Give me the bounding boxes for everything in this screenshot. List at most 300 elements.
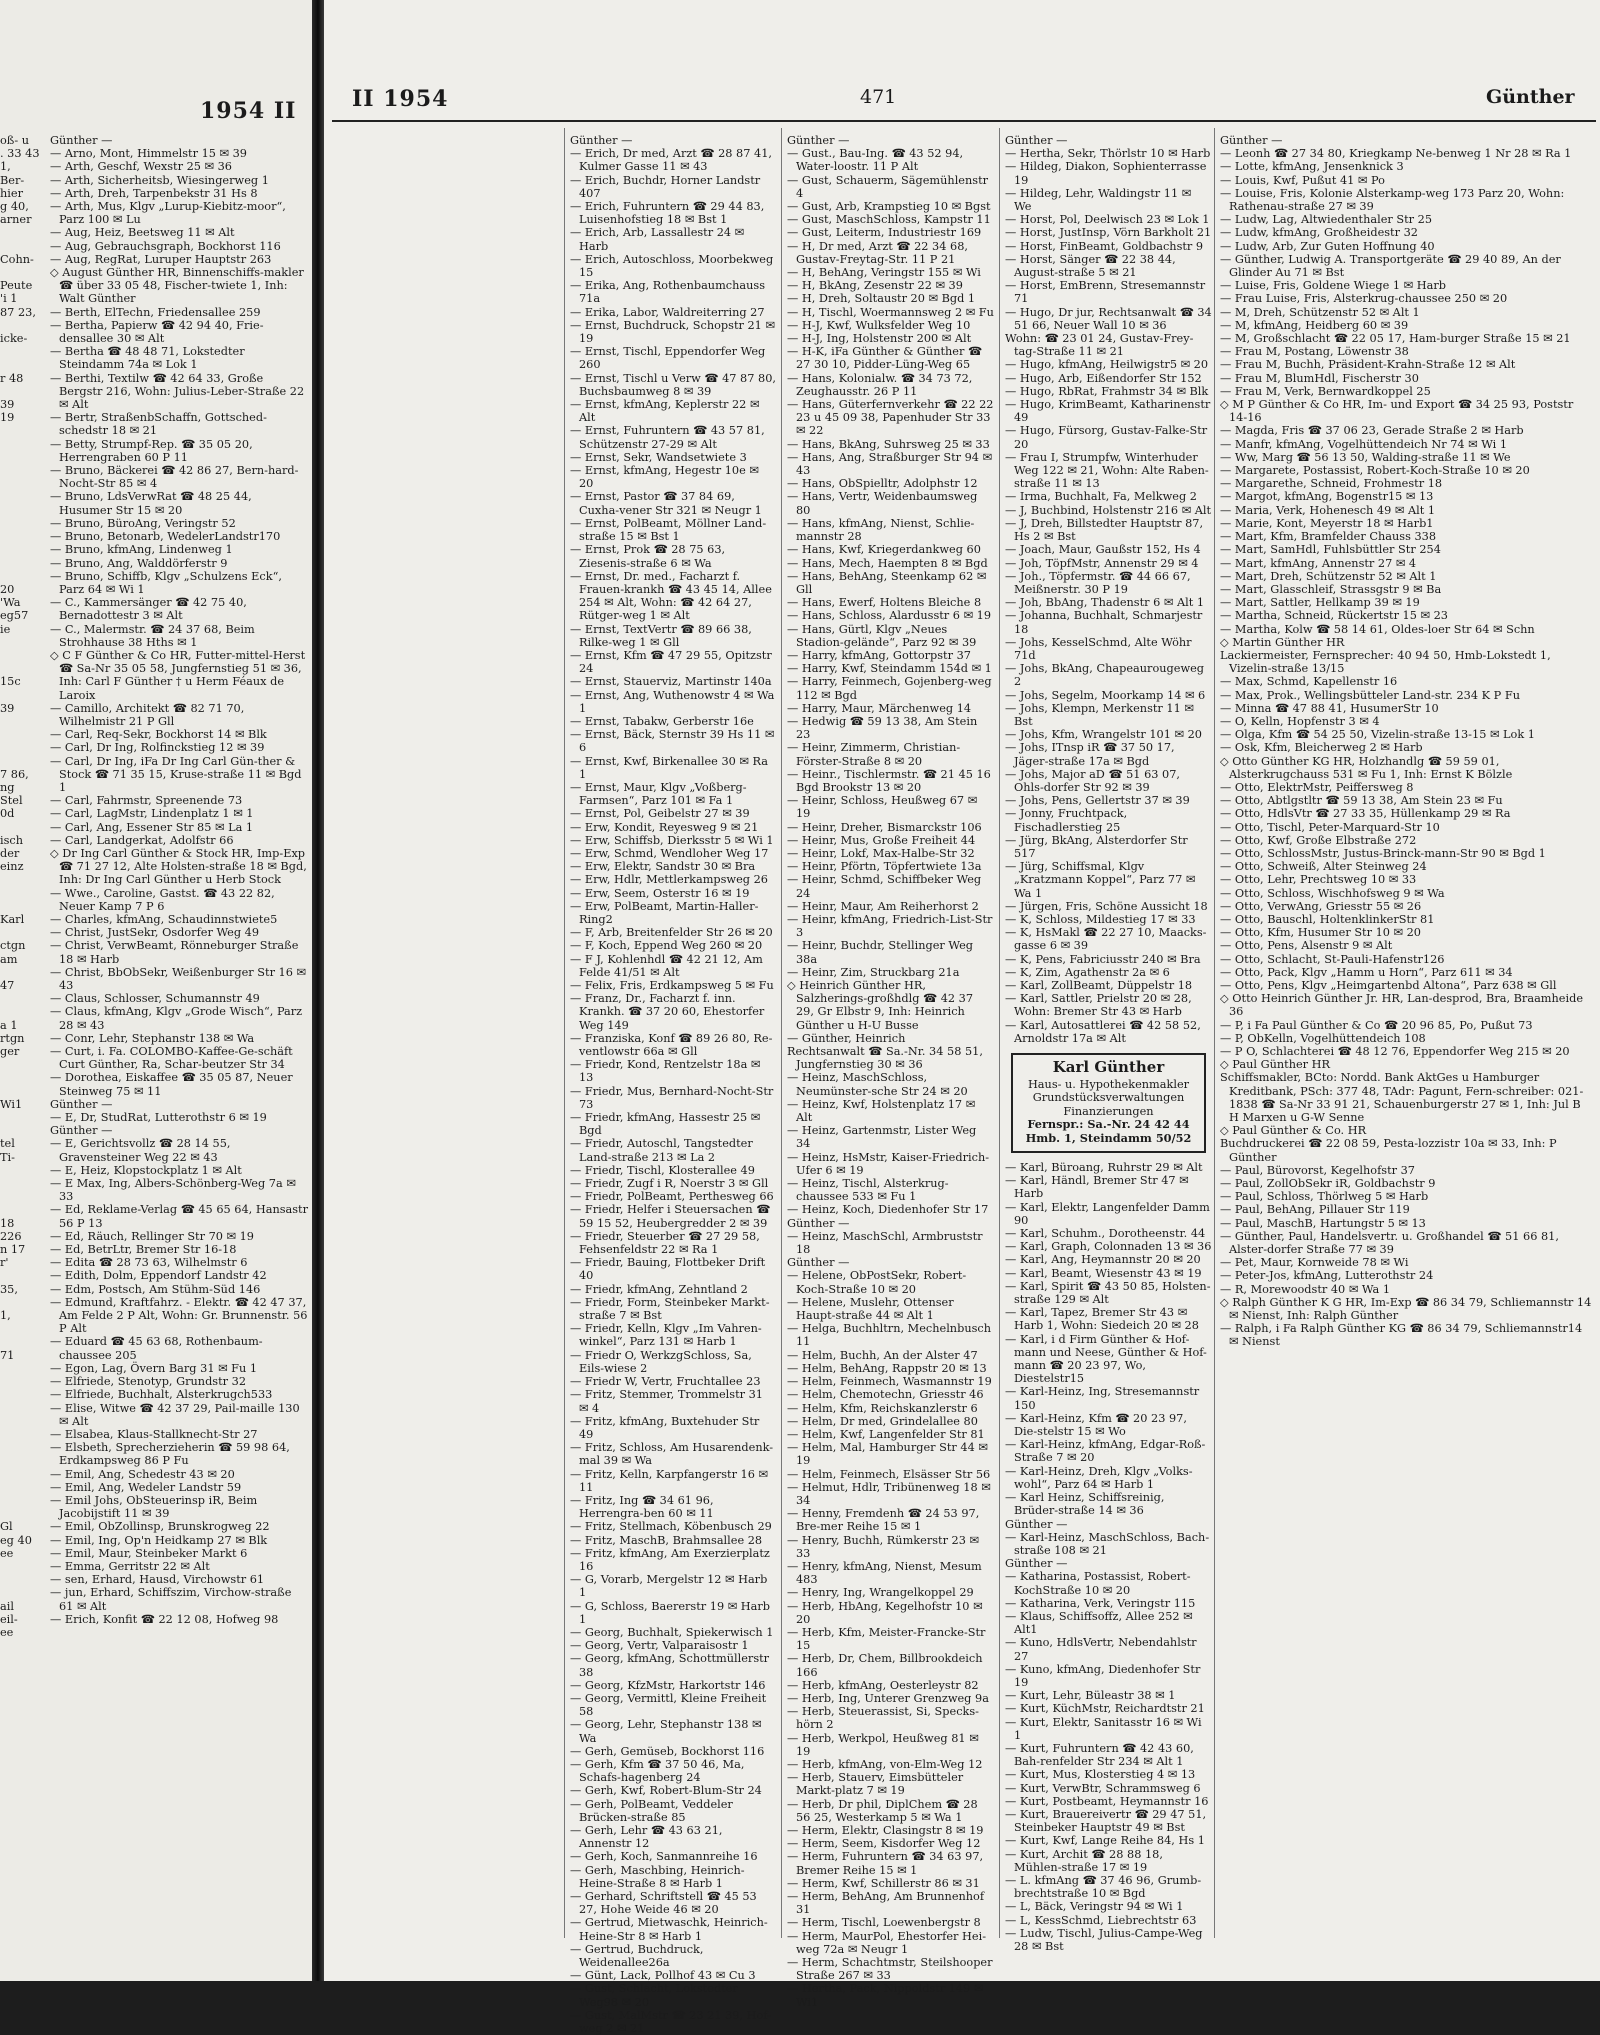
margin-fragment: ctgn	[0, 939, 26, 953]
directory-entry: — Hugo, Fürsorg, Gustav-Falke-Str 20	[1005, 424, 1208, 451]
margin-fragment	[0, 1322, 48, 1335]
directory-entry: — Georg, KfzMstr, Harkortstr 146	[570, 1678, 766, 1692]
margin-fragment	[0, 992, 48, 1005]
directory-entry: — Otto, Tischl, Peter-Marquard-Str 10	[1220, 820, 1440, 834]
directory-entry: — Herm, MaurPol, Ehestorfer Hei-weg 72a ✉ Neugr 1	[787, 1929, 987, 1956]
margin-fragment: 15c	[0, 675, 21, 689]
margin-fragment	[0, 1507, 48, 1520]
directory-entry: — Herm, Elektr, Clasingstr 8 ✉ 19	[787, 1824, 984, 1837]
directory-entry: — Kurt, VerwBtr, Schrammsweg 6	[1005, 1781, 1201, 1795]
margin-fragment	[0, 1586, 48, 1599]
directory-entry: — Bruno, kfmAng, Lindenweg 1	[50, 543, 233, 557]
directory-entry: — Gerh, Kfm ☎ 37 50 46, Ma, Schafs-hagenberg 24	[570, 1757, 745, 1785]
directory-entry: — Frau M, BlumHdl, Fischerstr 30	[1220, 371, 1419, 385]
margin-fragment	[0, 966, 48, 979]
directory-entry: — Mart, Dreh, Schützenstr 52 ✉ Alt 1	[1220, 569, 1437, 583]
margin-fragment	[0, 1203, 48, 1216]
directory-entry: — Margot, kfmAng, Bogenstr15 ✉ 13	[1220, 490, 1434, 504]
directory-entry: — Herb, Kfm, Meister-Francke-Str 15	[787, 1625, 986, 1653]
margin-fragment: isch	[0, 833, 24, 847]
directory-entry: ◇ Otto Heinrich Günther Jr. HR, Lan-desprod, Bra, Braamheide 36	[1220, 992, 1584, 1019]
directory-entry: — Emil, Ang, Wedeler Landstr 59	[50, 1480, 242, 1494]
column-divider	[1214, 128, 1215, 1938]
margin-fragment	[0, 1177, 48, 1190]
margin-fragment: Ti-	[0, 1150, 15, 1164]
directory-entry: — Mart, Glasschleif, Strassgstr 9 ✉ Ba	[1220, 582, 1442, 596]
directory-entry: — Herb, kfmAng, von-Elm-Weg 12	[787, 1757, 983, 1771]
directory-entry: — Erich, Dr med, Arzt ☎ 28 87 41, Kulmer Gasse 11 ✉ 43	[570, 147, 772, 174]
directory-entry: — Camillo, Architekt ☎ 82 71 70, Wilhelmistr 21 P Gll	[50, 701, 245, 728]
margin-fragment	[0, 636, 48, 649]
directory-entry: Günther —	[1005, 134, 1068, 147]
directory-entry: — Günt, Lack, Pollhof 43 ✉ Cu 3	[570, 1969, 756, 1983]
directory-entry: — Katharina, Postassist, Robert-KochStraße 10 ✉ 20	[1005, 1570, 1191, 1597]
directory-entry: — Georg, Buchhalt, Spiekerwisch 1	[570, 1625, 774, 1639]
directory-entry: — Fritz, Schloss, Am Husarendenk-mal 39 ✉ Wa	[570, 1441, 774, 1468]
directory-entry: — Helene, Muslehr, Ottenser Haupt-straße 44 ✉ Alt 1	[787, 1295, 954, 1323]
margin-fragment: Stel	[0, 794, 23, 808]
advertisement-line: Haus- u. Hypothekenmakler	[1027, 1077, 1190, 1091]
directory-entry: — Karl-Heinz, Kfm ☎ 20 23 97, Die-stelstr 15 ✉ Wo	[1005, 1411, 1187, 1439]
left-page-header: 1954 II	[200, 98, 297, 124]
margin-fragment	[0, 1071, 48, 1084]
directory-entry: — Jonny, Fruchtpack, Fischadlerstieg 25	[1005, 807, 1128, 834]
directory-entry: — Paul, Schloss, Thörlweg 5 ✉ Harb	[1220, 1190, 1429, 1204]
directory-entry: — C., Kammersänger ☎ 42 75 40, Bernadottestr 3 ✉ Alt	[50, 596, 247, 623]
directory-entry: — G, Vorarb, Mergelstr 12 ✉ Harb 1	[570, 1573, 768, 1600]
margin-fragment: der	[0, 846, 20, 860]
directory-entry: — Joh., Töpfermstr. ☎ 44 66 67, Meißnerstr. 30 P 19	[1005, 569, 1191, 596]
advertisement-line: Fernspr.: Sa.-Nr. 24 42 44	[1027, 1117, 1190, 1132]
directory-entry: — Charles, kfmAng, Schaudinnstwiete5	[50, 912, 278, 926]
directory-entry: — Otto, Schlacht, St-Pauli-Hafenstr126	[1220, 952, 1445, 966]
directory-entry: — Hans, Schloss, Alardusstr 6 ✉ 19	[787, 609, 992, 623]
directory-entry: — Friedr O, WerkzgSchloss, Sa, Eils-wiese 2	[570, 1348, 752, 1375]
margin-fragment	[0, 464, 48, 477]
directory-entry: — Edith, Dolm, Eppendorf Landstr 42	[50, 1269, 267, 1283]
directory-entry: — Gust., Bau-Ing. ☎ 43 52 94, Water-loostr. 11 P Alt	[787, 147, 964, 174]
directory-entry: — Friedr, Kond, Rentzelstr 18a ✉ 13	[570, 1058, 761, 1085]
directory-entry: — E, Gerichtsvollz ☎ 28 14 55, Gravensteiner Weg 22 ✉ 43	[50, 1137, 231, 1164]
margin-fragment	[0, 1058, 48, 1071]
margin-fragment	[0, 821, 48, 834]
directory-entry: — Günther, Heinrich	[787, 1031, 906, 1045]
directory-entry: — H-K, iFa Günther & Günther ☎ 27 30 10, Pidder-Lüng-Weg 65	[787, 345, 983, 372]
directory-entry: — Günther, Paul, Handelsvertr. u. Großhandel ☎ 51 66 81, Alster-dorfer Straße 77 ✉ 39	[1220, 1229, 1559, 1257]
directory-entry: — Helm, Kfm, Reichskanzlerstr 6	[787, 1401, 978, 1415]
margin-fragment: eg 40	[0, 1533, 32, 1547]
directory-entry: — Conr, Lehr, Stephanstr 138 ✉ Wa	[50, 1031, 255, 1045]
directory-entry: — Friedr, PolBeamt, Perthesweg 66	[570, 1190, 774, 1204]
directory-entry: — Herb, Stauerv, Eimsbütteler Markt-platz 7 ✉ 19	[787, 1771, 964, 1798]
directory-entry: — Friedr, Helfer i Steuersachen ☎ 59 15 52, Heubergredder 2 ✉ 39	[570, 1203, 771, 1230]
directory-entry: — Karl, Spirit ☎ 43 50 85, Holsten-straße 129 ✉ Alt	[1005, 1279, 1211, 1307]
directory-entry: — Otto, Pack, Klgv „Hamm u Horn“, Parz 611 ✉ 34	[1220, 965, 1513, 979]
directory-entry: — Ed, BetrLtr, Bremer Str 16-18	[50, 1243, 237, 1257]
directory-entry: — Otto, Pens, Alsenstr 9 ✉ Alt	[1220, 939, 1393, 953]
directory-entry: — Friedr, Steuerber ☎ 27 29 58, Fehsenfeldstr 22 ✉ Ra 1	[570, 1229, 760, 1257]
directory-entry: — Ernst, kfmAng, Keplerstr 22 ✉ Alt	[570, 398, 760, 425]
directory-entry: — Dorothea, Eiskaffee ☎ 35 05 87, Neuer Steinweg 75 ✉ 11	[50, 1071, 293, 1098]
directory-entry: — Hans, Güterfernverkehr ☎ 22 22 23 u 45 09 38, Papenhuder Str 33 ✉ 22	[787, 398, 994, 438]
directory-entry: — Carl, LagMstr, Lindenplatz 1 ✉ 1	[50, 807, 254, 821]
directory-entry: ◇ Paul Günther HR	[1220, 1058, 1331, 1072]
directory-entry: — Hertha, Pack, Nippoldstr 149 ✉ Wi1	[787, 1982, 984, 2009]
directory-entry: — Johs, ITnsp iR ☎ 37 50 17, Jäger-straße 17a ✉ Bgd	[1005, 741, 1175, 768]
directory-entry: — Hans, Vertr, Weidenbaumsweg 80	[787, 490, 978, 517]
directory-entry: — Kuno, kfmAng, Diedenhofer Str 19	[1005, 1662, 1201, 1689]
margin-fragment	[0, 1375, 48, 1388]
directory-entry: — Erich, Arb, Lassallestr 24 ✉ Harb	[570, 226, 745, 253]
margin-fragment	[0, 345, 48, 358]
directory-entry: — Karl-Heinz, Dreh, Klgv „Volks-wohl“, Parz 64 ✉ Harb 1	[1005, 1464, 1193, 1491]
directory-entry: — Erw, Elektr, Sandstr 30 ✉ Bra	[570, 860, 756, 874]
directory-entry: — Georg, Vertr, Valparaisostr 1	[570, 1639, 749, 1653]
directory-entry: — Friedr, Tischl, Klosterallee 49	[570, 1163, 755, 1177]
directory-column-2	[787, 134, 994, 2009]
directory-column-1	[570, 134, 776, 2035]
directory-entry: — Johs, Segelm, Moorkamp 14 ✉ 6	[1005, 688, 1206, 702]
directory-entry: — Ernst, Kfm ☎ 47 29 55, Opitzstr 24	[570, 648, 772, 676]
directory-entry: — Martha, Schneid, Rückertstr 15 ✉ 23	[1220, 609, 1448, 623]
directory-entry: — Curt, i. Fa. COLOMBO-Kaffee-Ge-schäft Curt Günther, Ra, Schar-beutzer Str 34	[50, 1045, 293, 1072]
directory-entry: — Johs, Pens, Gellertstr 37 ✉ 39	[1005, 794, 1190, 808]
margin-fragment	[0, 1335, 48, 1348]
directory-entry: — Christ, BbObSekr, Weißenburger Str 16 ✉ 43	[50, 965, 306, 992]
directory-entry: — Frau I, Strumpfw, Winterhuder Weg 122 ✉ 21, Wohn: Alte Raben-straße 11 ✉ 13	[1005, 450, 1209, 491]
directory-entry: — Louis, Kwf, Pußut 41 ✉ Po	[1220, 173, 1385, 187]
directory-entry: ◇ Otto Günther KG HR, Holzhandlg ☎ 59 59 01, Alsterkrugchauss 531 ✉ Fu 1, Inh: Ernst K Bölzle	[1220, 754, 1513, 781]
directory-entry: — M, Dreh, Schützenstr 52 ✉ Alt 1	[1220, 305, 1420, 319]
directory-entry: — Otto, Kwf, Große Elbstraße 272	[1220, 833, 1417, 847]
directory-entry: — Carl, Landgerkat, Adolfstr 66	[50, 833, 234, 847]
directory-entry: — Kurt, Brauereivertr ☎ 29 47 51, Steinbeker Hauptstr 49 ✉ Bst	[1005, 1807, 1207, 1835]
directory-entry: — Jürgen, Fris, Schöne Aussicht 18	[1005, 899, 1208, 913]
directory-entry: — Karl-Heinz, kfmAng, Edgar-Roß-Straße 7 ✉ 20	[1005, 1438, 1206, 1465]
directory-entry: — Friedr, Zugf i R, Noerstr 3 ✉ Gll	[570, 1177, 769, 1191]
margin-fragment: 7 86,	[0, 767, 29, 781]
directory-entry: — Ernst, Bäck, Sternstr 39 Hs 11 ✉ 6	[570, 728, 775, 755]
directory-entry: — Bruno, LdsVerwRat ☎ 48 25 44, Husumer Str 15 ✉ 20	[50, 490, 252, 517]
directory-entry: — Eduard ☎ 45 63 68, Rothenbaum-chaussee 205	[50, 1335, 263, 1362]
directory-entry: — Hans, BkAng, Suhrsweg 25 ✉ 33	[787, 437, 990, 451]
directory-entry: — Harry, kfmAng, Gottorpstr 37	[787, 648, 971, 662]
directory-entry: — Ernst, Maur, Klgv „Voßberg-Farmsen“, Parz 101 ✉ Fa 1	[570, 780, 747, 808]
directory-entry: — Friedr W, Vertr, Fruchtallee 23	[570, 1375, 761, 1389]
margin-fragment	[0, 1296, 48, 1309]
directory-entry: — Erw, Hdlr, Mettlerkampsweg 26	[570, 873, 768, 887]
directory-entry: — Kurt, Fuhruntern ☎ 42 43 60, Bah-renfelder Str 234 ✉ Alt 1	[1005, 1741, 1194, 1769]
directory-entry: — Karl, i d Firm Günther & Hof-mann und Neese, Günther & Hof-mann ☎ 20 23 97, Wo, Diestelstr15	[1005, 1332, 1207, 1386]
directory-entry: — Ernst, Fuhruntern ☎ 43 57 81, Schützenstr 27-29 ✉ Alt	[570, 424, 765, 451]
directory-entry: — Harry, Maur, Märchenweg 14	[787, 701, 972, 715]
margin-fragment	[0, 755, 48, 768]
directory-entry: ◇ Ralph Günther K G HR, Im-Exp ☎ 86 34 79, Schliemannstr 14 ✉ Nienst, Inh: Ralph Günther	[1220, 1295, 1592, 1323]
directory-entry: — F J, Kohlenhdl ☎ 42 21 12, Am Felde 41/51 ✉ Alt	[570, 952, 763, 979]
directory-entry: — Elfriede, Stenotyp, Grundstr 32	[50, 1375, 247, 1389]
directory-entry: — Karl Heinz, Schiffsreinig, Brüder-straße 14 ✉ 36	[1005, 1491, 1165, 1518]
margin-fragment	[0, 557, 48, 570]
advertisement-title: Karl Günther	[1052, 1058, 1165, 1077]
directory-entry: Günther —	[787, 134, 850, 147]
directory-entry: — Helmut, Hdlr, Tribünenweg 18 ✉ 34	[787, 1480, 991, 1507]
directory-entry: Rechtsanwalt ☎ Sa.-Nr. 34 58 51, Jungfernstieg 30 ✉ 36	[787, 1045, 983, 1072]
margin-fragment: tel	[0, 1137, 15, 1151]
directory-entry: — Marie, Kont, Meyerstr 18 ✉ Harb1	[1220, 516, 1434, 530]
margin-fragment	[0, 1402, 48, 1415]
directory-entry: — Herm, Schachtmstr, Steilshooper Straße 267 ✉ 33	[787, 1956, 993, 1983]
margin-fragment	[0, 226, 48, 239]
directory-entry: — Ernst, PolBeamt, Möllner Land-straße 15 ✉ Bst 1	[570, 516, 767, 544]
margin-fragment: 0d	[0, 807, 15, 821]
directory-entry: — Herb, kfmAng, Oesterleystr 82	[787, 1678, 979, 1692]
directory-entry: — Otto, ElektrMstr, Peiffersweg 8	[1220, 780, 1414, 794]
margin-fragment	[0, 477, 48, 490]
directory-entry: — Heinz, Kwf, Holstenplatz 17 ✉ Alt	[787, 1097, 976, 1125]
margin-fragment	[0, 1085, 48, 1098]
directory-entry: — Fritz, Ing ☎ 34 61 96, Herrengra-ben 60 ✉ 11	[570, 1493, 714, 1521]
directory-entry: — Ww, Marg ☎ 56 13 50, Walding-straße 11 ✉ We	[1220, 450, 1511, 464]
directory-entry: — Arno, Mont, Himmelstr 15 ✉ 39	[50, 147, 247, 161]
directory-entry: — Ernst, Kwf, Birkenallee 30 ✉ Ra 1	[570, 754, 768, 781]
margin-fragment: oß- u	[0, 134, 30, 147]
directory-entry: — Georg, Lehr, Stephanstr 138 ✉ Wa	[570, 1718, 762, 1745]
page-number: 471	[860, 86, 897, 108]
directory-entry: — Heinr, Zim, Struckbarg 21a	[787, 965, 960, 979]
running-head-name: Günther	[1486, 86, 1575, 108]
margin-fragment	[0, 543, 48, 556]
directory-entry: — R, Morewoodstr 40 ✉ Wa 1	[1220, 1282, 1391, 1296]
margin-fragment: g 40,	[0, 200, 29, 214]
directory-entry: — Hans, BehAng, Steenkamp 62 ✉ Gll	[787, 569, 987, 596]
margin-fragment: 19	[0, 411, 15, 425]
directory-entry: — Mart, kfmAng, Annenstr 27 ✉ 4	[1220, 556, 1417, 570]
margin-fragment	[0, 1190, 48, 1203]
directory-entry: — Johanna, Buchhalt, Schmarjestr 18	[1005, 609, 1203, 636]
directory-entry: Günther —	[787, 1256, 850, 1270]
directory-entry: — H, Dr med, Arzt ☎ 22 34 68, Gustav-Freytag-Str. 11 P 21	[787, 239, 968, 266]
directory-entry: — Gust, Schlacht, Lokstedter Weg98 ✉ 20	[570, 1982, 738, 2009]
directory-entry: — Gust, Arb, Krampstieg 10 ✉ Bgst	[787, 200, 991, 214]
directory-entry: — Horst, Pol, Deelwisch 23 ✉ Lok 1	[1005, 213, 1210, 227]
directory-entry: — Herm, Fuhruntern ☎ 34 63 97, Bremer Reihe 15 ✉ 1	[787, 1850, 984, 1877]
right-page	[324, 0, 1600, 2035]
directory-entry: — F, Arb, Breitenfelder Str 26 ✉ 20	[570, 926, 773, 940]
directory-entry: Günther —	[1005, 1557, 1068, 1571]
directory-entry: — Ernst, Tischl u Verw ☎ 47 87 80, Buchsbaumweg 8 ✉ 39	[570, 371, 776, 398]
directory-entry: — Otto, HdlsVtr ☎ 27 33 35, Hüllenkamp 29 ✉ Ra	[1220, 807, 1511, 821]
directory-entry: — Otto, Schweiß, Alter Steinweg 24	[1220, 860, 1427, 874]
directory-entry: — jun, Erhard, Schiffszim, Virchow-straße 61 ✉ Alt	[50, 1586, 292, 1613]
margin-fragment	[0, 1362, 48, 1375]
directory-entry: — Heinr, Dreher, Bismarckstr 106	[787, 820, 982, 834]
directory-entry: — Kurt, KüchMstr, Reichardtstr 21	[1005, 1702, 1205, 1716]
directory-entry: — Louise, Fris, Kolonie Alsterkamp-weg 173 Parz 20, Wohn: Rathenau-straße 27 ✉ 39	[1220, 186, 1565, 214]
directory-entry: — Hans, Kwf, Kriegerdankweg 60	[787, 543, 981, 557]
directory-entry: — Jürg, Schiffsmal, Klgv „Kratzmann Koppel“, Parz 77 ✉ Wa 1	[1005, 860, 1196, 900]
directory-entry: — Arth, Geschf, Wexstr 25 ✉ 36	[50, 160, 232, 174]
directory-entry: — H, Dreh, Soltaustr 20 ✉ Bgd 1	[787, 292, 976, 306]
directory-entry: — Osk, Kfm, Bleicherweg 2 ✉ Harb	[1220, 741, 1423, 755]
directory-entry: — Gerh, PolBeamt, Veddeler Brücken-straße 85	[570, 1797, 733, 1824]
directory-entry: — Joach, Maur, Gaußstr 152, Hs 4	[1005, 543, 1201, 557]
directory-entry: — Klaus, Schiffsoffz, Allee 252 ✉ Alt1	[1005, 1609, 1193, 1637]
directory-entry: — Fritz, Kelln, Karpfangerstr 16 ✉ 11	[570, 1467, 768, 1494]
directory-entry: — Franziska, Konf ☎ 89 26 80, Re-ventlowstr 66a ✉ Gll	[570, 1031, 773, 1059]
directory-entry: — Ernst, Tischl, Eppendorfer Weg 260	[570, 345, 766, 372]
directory-entry: — Arth, Mus, Klgv „Lurup-Kiebitz-moor“, Parz 100 ✉ Lu	[50, 200, 286, 227]
directory-entry: — Lotte, kfmAng, Jensenknick 3	[1220, 160, 1404, 174]
directory-entry: — K, Schloss, Mildestieg 17 ✉ 33	[1005, 912, 1196, 926]
margin-fragment	[0, 1573, 48, 1586]
directory-entry: — Horst, Sänger ☎ 22 38 44, August-straße 5 ✉ 21	[1005, 252, 1176, 280]
directory-entry: — Otto, Pens, Klgv „Heimgartenbd Altona“, Parz 638 ✉ Gll	[1220, 979, 1557, 992]
directory-entry: — Luise, Fris, Goldene Wiege 1 ✉ Harb	[1220, 279, 1446, 293]
directory-entry: — Herb, Steuerassist, Si, Specks-hörn 2	[787, 1705, 980, 1732]
directory-entry: — Otto, SchlossMstr, Justus-Brinck-mann-Str 90 ✉ Bgd 1	[1220, 846, 1546, 860]
directory-entry: — Georg, Vermittl, Kleine Freiheit 58	[570, 1691, 767, 1719]
directory-entry: — Hugo, RbRat, Frahmstr 34 ✉ Blk	[1005, 384, 1209, 398]
directory-entry: — J, Dreh, Billstedter Hauptstr 87, Hs 2 ✉ Bst	[1005, 516, 1204, 544]
directory-entry: — K, Pens, Fabriciusstr 240 ✉ Bra	[1005, 952, 1201, 966]
directory-entry: — Ernst, Pastor ☎ 37 84 69, Cuxha-vener Str 321 ✉ Neugr 1	[570, 490, 762, 517]
directory-entry: — Bruno, Ang, Walddörferstr 9	[50, 556, 228, 570]
margin-fragment	[0, 240, 48, 253]
directory-entry: — Edm, Postsch, Am Stühm-Süd 146	[50, 1282, 261, 1296]
directory-entry: — Bertha ☎ 48 48 71, Lokstedter Steindamm 74a ✉ Lok 1	[50, 345, 245, 372]
directory-entry: ◇ C F Günther & Co HR, Futter-mittel-Herst ☎ Sa-Nr 35 05 58, Jungfernstieg 51 ✉ 36, Inh: Carl F Günther † u Herm Féaux de Laroix	[50, 648, 306, 702]
directory-entry: — Kurt, Archit ☎ 28 88 18, Mühlen-straße 17 ✉ 19	[1005, 1847, 1163, 1874]
directory-entry: — Fritz, Stemmer, Trommelstr 31 ✉ 4	[570, 1388, 763, 1415]
directory-entry: — Horst, JustInsp, Vörn Barkholt 21	[1005, 226, 1212, 240]
margin-fragment: 87 23,	[0, 305, 36, 319]
advertisement-line: Finanzierungen	[1063, 1104, 1154, 1118]
margin-fragment	[0, 451, 48, 464]
left-page	[0, 0, 312, 1981]
directory-entry: — Heinr, Lokf, Max-Halbe-Str 32	[787, 846, 975, 860]
header-rule	[332, 120, 1596, 122]
directory-entry: — Herm, BehAng, Am Brunnenhof 31	[787, 1890, 985, 1917]
margin-fragment: 'Wa	[0, 596, 21, 610]
margin-fragment: Wi1	[0, 1097, 23, 1111]
margin-fragment: ie	[0, 622, 11, 636]
directory-entry: — Ludw, Arb, Zur Guten Hoffnung 40	[1220, 239, 1435, 253]
directory-entry: — Georg, kfmAng, Schottmüllerstr 38	[570, 1652, 770, 1679]
directory-entry: — Hans, Mech, Haempten 8 ✉ Bgd	[787, 556, 988, 570]
margin-fragment: icke-	[0, 332, 28, 346]
directory-entry: — Aug, RegRat, Luruper Hauptstr 263	[50, 252, 272, 266]
directory-entry: — Johs, BkAng, Chapeaurougeweg 2	[1005, 662, 1205, 689]
directory-entry: — Paul, MaschB, Hartungstr 5 ✉ 13	[1220, 1216, 1426, 1230]
directory-entry: — Carl, Dr Ing, iFa Dr Ing Carl Gün-ther & Stock ☎ 71 35 15, Kruse-straße 11 ✉ Bgd 1	[50, 754, 302, 794]
directory-entry: — Erw, PolBeamt, Martin-Haller-Ring2	[570, 899, 759, 926]
directory-entry: — Erw, Seem, Osterstr 16 ✉ 19	[570, 886, 750, 900]
directory-entry: — Arth, Dreh, Tarpenbekstr 31 Hs 8	[50, 186, 258, 200]
margin-fragment: r 48	[0, 371, 24, 385]
directory-entry: — Carl, Dr Ing, Rolfinckstieg 12 ✉ 39	[50, 741, 265, 755]
directory-entry: — Gust, MalMstr ☎ 23 21 39, Hof-weg 2 ✉ 21	[570, 2008, 771, 2035]
directory-entry: — P, ObKelln, Vogelhüttendeich 108	[1220, 1031, 1426, 1045]
directory-entry: — Frau M, Postang, Löwenstr 38	[1220, 345, 1409, 359]
directory-entry: Günther —	[570, 134, 633, 147]
margin-fragment: 47	[0, 979, 15, 992]
directory-entry: — Ed, Räuch, Rellinger Str 70 ✉ 19	[50, 1229, 254, 1243]
directory-entry: — Heinr, Pförtn, Töpfertwiete 13a	[787, 860, 982, 874]
margin-fragment	[0, 1269, 48, 1282]
directory-entry: — Herb, Dr, Chem, Billbrookdeich 166	[787, 1652, 983, 1679]
directory-entry: — Mart, SamHdl, Fuhlsbüttler Str 254	[1220, 543, 1441, 557]
directory-entry: — Hans, Ang, Straßburger Str 94 ✉ 43	[787, 450, 993, 478]
directory-entry: — Karl, Beamt, Wiesenstr 43 ✉ 19	[1005, 1266, 1202, 1280]
directory-entry: — C., Malermstr. ☎ 24 37 68, Beim Strohhause 38 Hths ✉ 1	[50, 622, 255, 649]
directory-entry: ◇ Martin Günther HR	[1220, 635, 1345, 649]
directory-entry: — Gust, Schauerm, Sägemühlenstr 4	[787, 173, 989, 200]
directory-entry: — Heinr, Schloss, Heußweg 67 ✉ 19	[787, 794, 978, 821]
directory-entry: — Herb, Dr phil, DiplChem ☎ 28 56 25, Westerkamp 5 ✉ Wa 1	[787, 1797, 978, 1824]
directory-entry: — Otto, VerwAng, Griesstr 55 ✉ 26	[1220, 899, 1422, 913]
directory-entry: — Otto, Kfm, Husumer Str 10 ✉ 20	[1220, 926, 1421, 940]
margin-fragment: eg57	[0, 609, 29, 623]
directory-entry: Günther —	[50, 134, 113, 147]
directory-entry: Wohn: ☎ 23 01 24, Gustav-Frey-tag-Straße 11 ✉ 21	[1005, 332, 1194, 359]
directory-entry: — Ernst, Prok ☎ 28 75 63, Ziesenis-straße 6 ✉ Wa	[570, 543, 726, 570]
directory-entry: — Kurt, Lehr, Büleastr 38 ✉ 1	[1005, 1689, 1176, 1703]
directory-entry: — Herb, Werkpol, Heußweg 81 ✉ 19	[787, 1731, 979, 1758]
directory-entry: — Erich, Konfit ☎ 22 12 08, Hofweg 98	[50, 1612, 279, 1626]
directory-entry: — Johs, KesselSchmd, Alte Wöhr 71d	[1005, 635, 1192, 662]
directory-entry: — Karl, Autosattlerei ☎ 42 58 52, Arnoldstr 17a ✉ Alt	[1005, 1018, 1201, 1045]
directory-entry: — Hildeg, Lehr, Waldingstr 11 ✉ We	[1005, 186, 1192, 214]
margin-fragment: ee	[0, 1625, 14, 1639]
directory-entry: — Friedr, Kelln, Klgv „Im Vahren-winkel“, Parz 131 ✉ Harb 1	[570, 1322, 762, 1349]
directory-entry: — Felix, Fris, Erdkampsweg 5 ✉ Fu	[570, 979, 774, 992]
directory-entry: — Edmund, Kraftfahrz. - Elektr. ☎ 42 47 37, Am Felde 2 P Alt, Wohn: Gr. Brunnenstr. 56 P Alt	[50, 1295, 308, 1336]
directory-entry: — Karl, Elektr, Langenfelder Damm 90	[1005, 1200, 1210, 1227]
margin-fragment: 1,	[0, 1309, 11, 1323]
directory-entry: — Helm, BehAng, Rappstr 20 ✉ 13	[787, 1361, 987, 1375]
directory-entry: — Aug, Heiz, Beetsweg 11 ✉ Alt	[50, 226, 235, 240]
directory-entry: — Ed, Reklame-Verlag ☎ 45 65 64, Hansastr 56 P 13	[50, 1203, 308, 1230]
book-spine	[312, 0, 324, 1981]
margin-fragment	[0, 1415, 48, 1428]
directory-entry: — Hertha, Sekr, Thörlstr 10 ✉ Harb	[1005, 147, 1211, 161]
directory-entry: — Horst, FinBeamt, Goldbachstr 9	[1005, 239, 1204, 253]
directory-entry: — Magda, Fris ☎ 37 06 23, Gerade Straße 2 ✉ Harb	[1220, 424, 1524, 438]
margin-fragment	[0, 424, 48, 437]
directory-entry: — G, Schloss, Baererstr 19 ✉ Harb 1	[570, 1599, 771, 1626]
margin-fragment	[0, 1560, 48, 1573]
margin-fragment	[0, 319, 48, 332]
directory-entry: — Henry, kfmAng, Nienst, Mesum 483	[787, 1559, 982, 1587]
directory-entry: ◇ Dr Ing Carl Günther & Stock HR, Imp-Exp ☎ 71 27 12, Alte Holsten-straße 18 ✉ Bgd, Inh: Dr Ing Carl Günther u Herb Stock	[50, 846, 307, 887]
margin-fragment	[0, 900, 48, 913]
directory-entry: — Joh, TöpfMstr, Annenstr 29 ✉ 4	[1005, 556, 1199, 570]
directory-entry: — Paul, ZollObSekr iR, Goldbachstr 9	[1220, 1177, 1436, 1191]
right-page-header-year: II 1954	[352, 86, 449, 112]
directory-entry: — Helm, Feinmech, Wasmannstr 19	[787, 1375, 992, 1389]
directory-entry: — Ludw, Lag, Altwiedenthaler Str 25	[1220, 213, 1433, 227]
directory-entry: — Claus, kfmAng, Klgv „Grode Wisch“, Parz 28 ✉ 43	[50, 1005, 303, 1032]
directory-entry: — Herm, Kwf, Schillerstr 86 ✉ 31	[787, 1876, 980, 1890]
margin-fragment	[0, 1468, 48, 1481]
directory-entry: — Hugo, kfmAng, Heilwigstr5 ✉ 20	[1005, 358, 1209, 372]
directory-entry: — Gerh, Koch, Sanmannreihe 16	[570, 1850, 758, 1864]
directory-entry: — Karl, Graph, Colonnaden 13 ✉ 36	[1005, 1240, 1212, 1254]
directory-entry: — Karl, Sattler, Prielstr 20 ✉ 28, Wohn: Bremer Str 43 ✉ Harb	[1005, 992, 1192, 1019]
directory-entry: — Emil, Ang, Schedestr 43 ✉ 20	[50, 1467, 235, 1481]
margin-fragment	[0, 517, 48, 530]
directory-entry: — Carl, Req-Sekr, Bockhorst 14 ✉ Blk	[50, 728, 267, 742]
